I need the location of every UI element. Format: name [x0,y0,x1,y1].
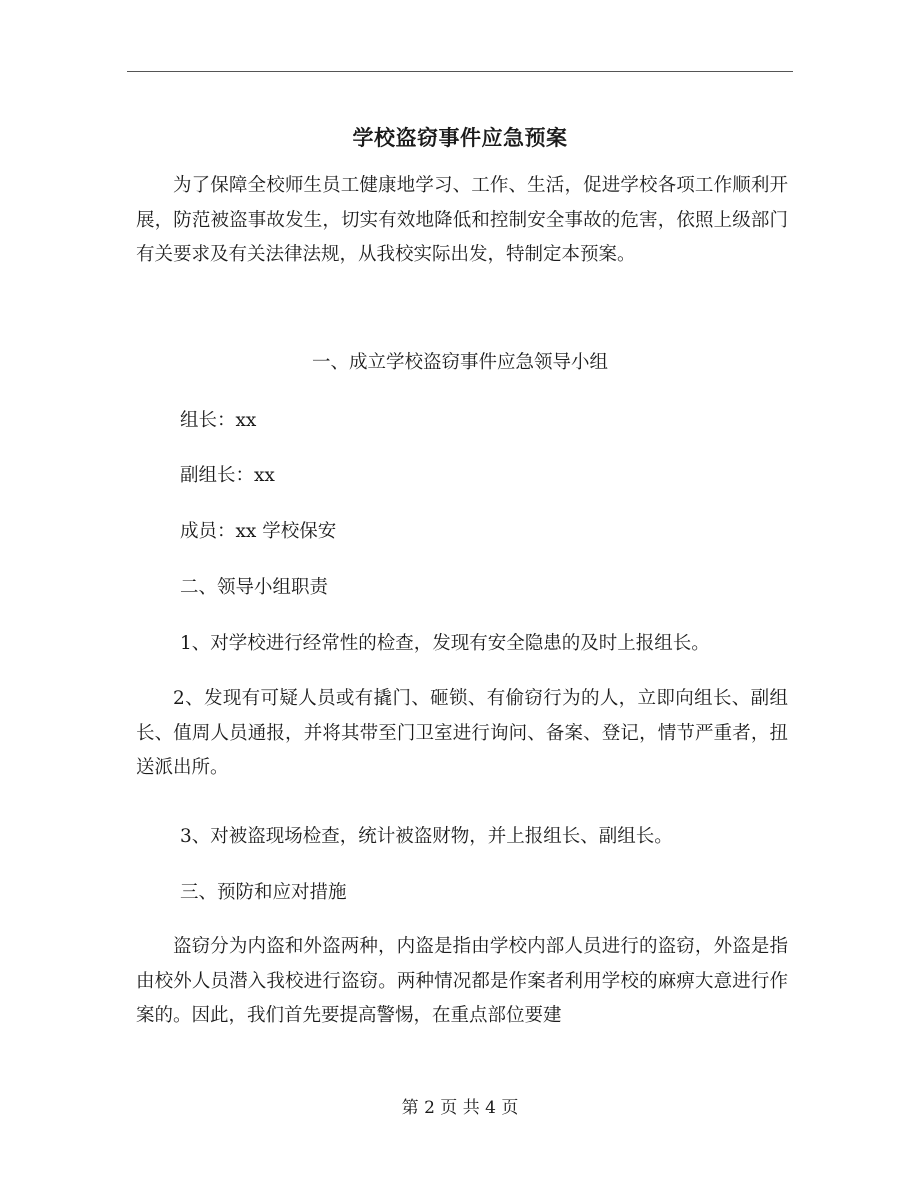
document-title: 学校盗窃事件应急预案 [352,125,568,151]
page-number: 第 2 页 共 4 页 [401,1098,519,1118]
intro-paragraph: 为了保障全校师生员工健康地学习、工作、生活，促进学校各项工作顺利开展，防范被盗事故发生，切实有效地降低和控制安全事故的危害，依照上级部门有关要求及有关法律法规，从我校实际出发，特制定本预案。 [136,175,788,265]
section-3-heading: 三、预防和应对措施 [180,882,347,903]
deputy-leader-line: 副组长：xx [180,465,275,486]
members-line: 成员：xx 学校保安 [180,521,337,542]
header-rule [127,71,793,72]
duty-3: 3、对被盗现场检查，统计被盗财物，并上报组长、副组长。 [180,826,673,847]
duty-2: 2、发现有可疑人员或有撬门、砸锁、有偷窃行为的人，立即向组长、副组长、值周人员通报，并将其带至门卫室进行询问、备案、登记，情节严重者，扭送派出所。 [136,688,788,778]
leader-line: 组长：xx [180,410,257,431]
measures-paragraph: 盗窃分为内盗和外盗两种，内盗是指由学校内部人员进行的盗窃，外盗是指由校外人员潜入我校进行盗窃。两种情况都是作案者利用学校的麻痹大意进行作案的。因此，我们首先要提高警惕，在重点部位要建 [136,936,788,1026]
section-1-heading: 一、成立学校盗窃事件应急领导小组 [311,352,608,373]
duty-1: 1、对学校进行经常性的检查，发现有安全隐患的及时上报组长。 [180,633,710,654]
section-2-heading: 二、领导小组职责 [180,577,329,598]
